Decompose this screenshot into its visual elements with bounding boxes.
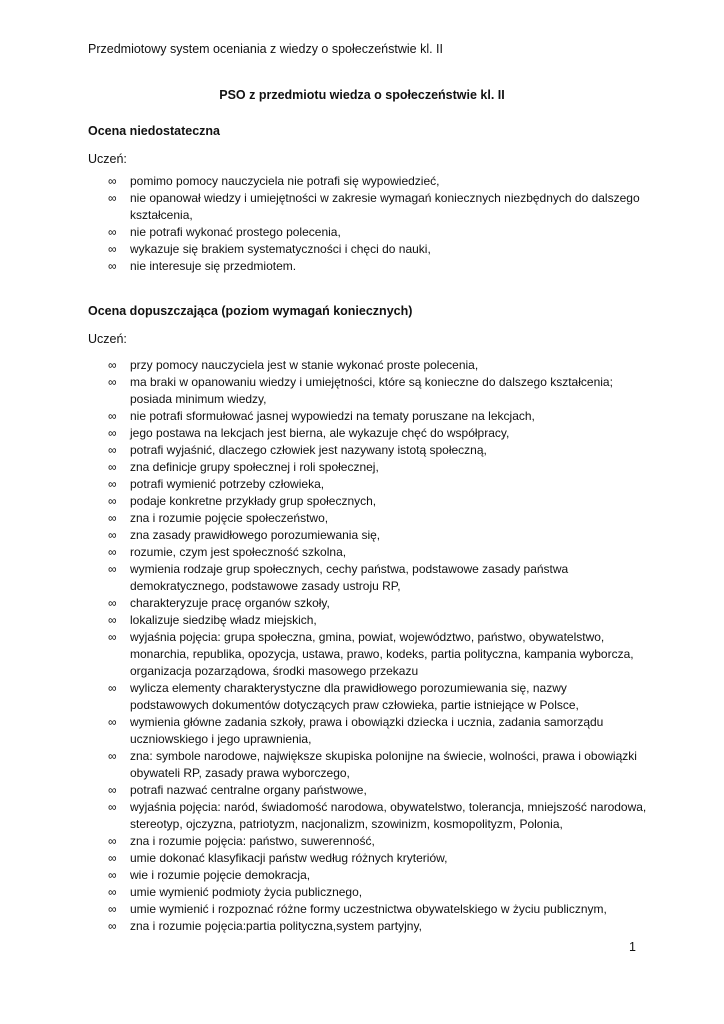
list-item-text: jego postawa na lekcjach jest bierna, ale wykazuje chęć do współpracy,	[130, 426, 510, 440]
list-item	[88, 241, 648, 258]
list-item-text: wyjaśnia pojęcia: naród, świadomość narodowa, obywatelstwo, tolerancja, mniejszość narodowa, stereotyp, ojczyzna, patriotyzm, nacjonalizm, szowinizm, kosmopolityzm, Polonia,	[130, 800, 647, 831]
pupil-label: Uczeń:	[88, 152, 127, 166]
infinity-bullet-icon: ∞	[108, 477, 117, 491]
list-item-text: zna: symbole narodowe, największe skupiska polonijne na świecie, wolności, prawa i obowiązki obywateli RP, zasady prawa wyborczego,	[130, 749, 637, 780]
list-item-text: nie potrafi wykonać prostego polecenia,	[130, 225, 341, 239]
list-item	[88, 476, 648, 493]
list-item-text: wykazuje się brakiem systematyczności i chęci do nauki,	[130, 242, 431, 256]
list-item-text: pomimo pomocy nauczyciela nie potrafi się wypowiedzieć,	[130, 174, 440, 188]
list-item	[88, 425, 648, 442]
list-item	[88, 357, 648, 374]
infinity-bullet-icon: ∞	[108, 800, 117, 814]
infinity-bullet-icon: ∞	[108, 358, 117, 372]
list-item	[88, 544, 648, 561]
infinity-bullet-icon: ∞	[108, 545, 117, 559]
list-item	[88, 748, 648, 782]
list-item	[88, 833, 648, 850]
list-item-text: wie i rozumie pojęcie demokracja,	[130, 868, 311, 882]
list-item-text: nie potrafi sformułować jasnej wypowiedzi na tematy poruszane na lekcjach,	[130, 409, 535, 423]
list-item	[88, 224, 648, 241]
list-item-text: wylicza elementy charakterystyczne dla prawidłowego porozumiewania się, nazwy podstawowych dokumentów dotyczących praw człowieka, partie istniejące w Polsce,	[130, 681, 579, 712]
infinity-bullet-icon: ∞	[108, 174, 117, 188]
list-item	[88, 442, 648, 459]
list-item-text: potrafi wymienić potrzeby człowieka,	[130, 477, 325, 491]
list-item-text: lokalizuje siedzibę władz miejskich,	[130, 613, 317, 627]
list-item	[88, 595, 648, 612]
list-item	[88, 408, 648, 425]
infinity-bullet-icon: ∞	[108, 715, 117, 729]
infinity-bullet-icon: ∞	[108, 783, 117, 797]
list-item-text: nie opanował wiedzy i umiejętności w zakresie wymagań koniecznych niezbędnych do dalszego kształcenia,	[130, 191, 640, 222]
list-item-text: potrafi nazwać centralne organy państwowe,	[130, 783, 367, 797]
infinity-bullet-icon: ∞	[108, 528, 117, 542]
list-item	[88, 867, 648, 884]
list-item	[88, 884, 648, 901]
list-item-text: charakteryzuje pracę organów szkoły,	[130, 596, 330, 610]
page-number: 1	[629, 940, 636, 954]
list-item	[88, 258, 648, 275]
list-item	[88, 629, 648, 680]
infinity-bullet-icon: ∞	[108, 885, 117, 899]
list-item-text: wyjaśnia pojęcia: grupa społeczna, gmina, powiat, województwo, państwo, obywatelstwo, monarchia, republika, opozycja, ustawa, prawo, kodeks, partia polityczna, kampania wyborcza, organizacja pozarządowa, środki masowego przekazu	[130, 630, 634, 678]
list-item-text: nie interesuje się przedmiotem.	[130, 259, 297, 273]
list-item	[88, 190, 648, 224]
infinity-bullet-icon: ∞	[108, 919, 117, 933]
infinity-bullet-icon: ∞	[108, 596, 117, 610]
infinity-bullet-icon: ∞	[108, 630, 117, 644]
criteria-list-niedostateczna	[88, 173, 648, 275]
infinity-bullet-icon: ∞	[108, 426, 117, 440]
list-item-text: umie dokonać klasyfikacji państw według różnych kryteriów,	[130, 851, 448, 865]
list-item	[88, 901, 648, 918]
list-item-text: zna i rozumie pojęcia: państwo, suwerenność,	[130, 834, 375, 848]
infinity-bullet-icon: ∞	[108, 868, 117, 882]
infinity-bullet-icon: ∞	[108, 834, 117, 848]
list-item	[88, 850, 648, 867]
infinity-bullet-icon: ∞	[108, 225, 117, 239]
list-item	[88, 714, 648, 748]
list-item	[88, 493, 648, 510]
list-item	[88, 527, 648, 544]
infinity-bullet-icon: ∞	[108, 749, 117, 763]
infinity-bullet-icon: ∞	[108, 409, 117, 423]
document-title: PSO z przedmiotu wiedza o społeczeństwie kl. II	[219, 88, 505, 102]
infinity-bullet-icon: ∞	[108, 681, 117, 695]
list-item-text: zna i rozumie pojęcia:partia polityczna,system partyjny,	[130, 919, 422, 933]
list-item	[88, 173, 648, 190]
pupil-label: Uczeń:	[88, 332, 127, 346]
list-item-text: ma braki w opanowaniu wiedzy i umiejętności, które są konieczne do dalszego kształcenia; posiada minimum wiedzy,	[130, 375, 613, 406]
infinity-bullet-icon: ∞	[108, 511, 117, 525]
list-item-text: podaje konkretne przykłady grup społecznych,	[130, 494, 377, 508]
list-item-text: umie wymienić podmioty życia publicznego,	[130, 885, 363, 899]
list-item	[88, 459, 648, 476]
infinity-bullet-icon: ∞	[108, 460, 117, 474]
infinity-bullet-icon: ∞	[108, 562, 117, 576]
list-item-text: przy pomocy nauczyciela jest w stanie wykonać proste polecenia,	[130, 358, 479, 372]
list-item	[88, 680, 648, 714]
list-item-text: zna definicje grupy społecznej i roli społecznej,	[130, 460, 379, 474]
infinity-bullet-icon: ∞	[108, 902, 117, 916]
infinity-bullet-icon: ∞	[108, 375, 117, 389]
infinity-bullet-icon: ∞	[108, 259, 117, 273]
list-item	[88, 799, 648, 833]
list-item-text: zna i rozumie pojęcie społeczeństwo,	[130, 511, 329, 525]
infinity-bullet-icon: ∞	[108, 613, 117, 627]
list-item-text: wymienia rodzaje grup społecznych, cechy państwa, podstawowe zasady państwa demokratycznego, podstawowe zasady ustroju RP,	[130, 562, 569, 593]
infinity-bullet-icon: ∞	[108, 494, 117, 508]
list-item	[88, 561, 648, 595]
infinity-bullet-icon: ∞	[108, 191, 117, 205]
section-heading-dopuszczajaca: Ocena dopuszczająca (poziom wymagań koniecznych)	[88, 304, 413, 318]
list-item-text: wymienia główne zadania szkoły, prawa i obowiązki dziecka i ucznia, zadania samorządu uczniowskiego i jego uprawnienia,	[130, 715, 604, 746]
list-item	[88, 782, 648, 799]
list-item-text: potrafi wyjaśnić, dlaczego człowiek jest nazywany istotą społeczną,	[130, 443, 487, 457]
criteria-list-dopuszczajaca	[88, 357, 648, 935]
infinity-bullet-icon: ∞	[108, 443, 117, 457]
running-header: Przedmiotowy system oceniania z wiedzy o społeczeństwie kl. II	[88, 42, 444, 56]
list-item	[88, 510, 648, 527]
list-item-text: umie wymienić i rozpoznać różne formy uczestnictwa obywatelskiego w życiu publicznym,	[130, 902, 607, 916]
section-heading-niedostateczna: Ocena niedostateczna	[88, 124, 220, 138]
infinity-bullet-icon: ∞	[108, 242, 117, 256]
infinity-bullet-icon: ∞	[108, 851, 117, 865]
list-item	[88, 918, 648, 935]
list-item-text: rozumie, czym jest społeczność szkolna,	[130, 545, 347, 559]
list-item-text: zna zasady prawidłowego porozumiewania się,	[130, 528, 381, 542]
list-item	[88, 612, 648, 629]
list-item	[88, 374, 648, 408]
